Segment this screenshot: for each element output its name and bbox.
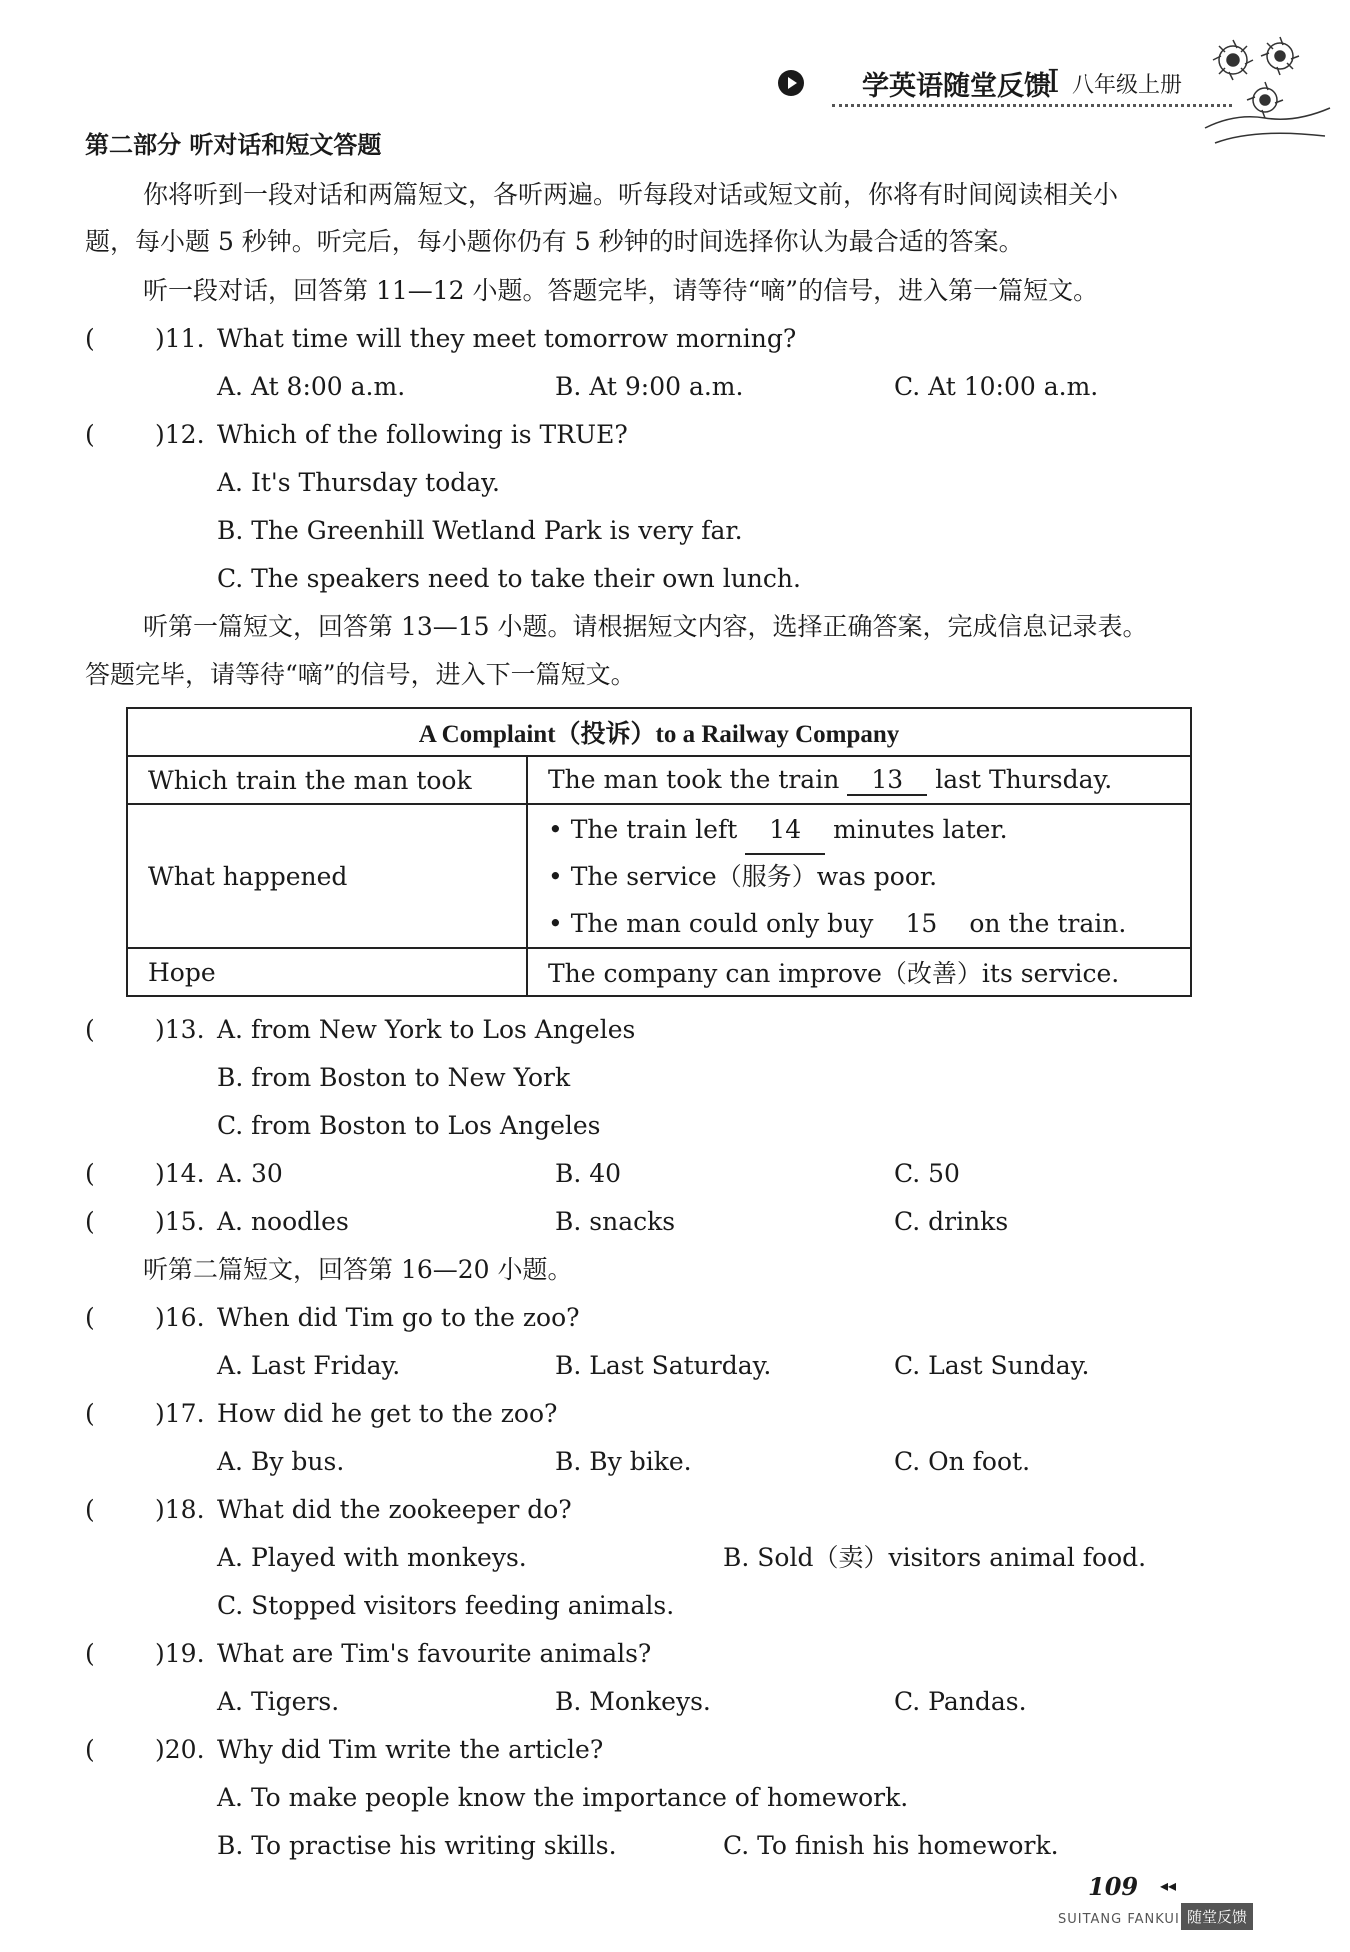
question-number: )19. <box>155 1639 205 1668</box>
bullet-item <box>548 806 1170 853</box>
answer-bracket[interactable]: ( <box>85 1735 95 1764</box>
table-row <box>127 948 1191 996</box>
intro-line-2: 题，每小题 5 秒钟。听完后，每小题你仍有 5 秒钟的时间选择你认为最合适的答案。 <box>85 227 1024 256</box>
passage1-instruction: 听第一篇短文，回答第 13—15 小题。请根据短文内容，选择正确答案，完成信息记录表。 <box>143 612 1148 641</box>
option-c[interactable]: C. 50 <box>894 1159 960 1188</box>
question-text: Why did Tim write the article? <box>217 1735 604 1764</box>
page-number: 109 <box>1088 1872 1139 1901</box>
question-text: When did Tim go to the zoo? <box>217 1303 580 1332</box>
table-text: • The train left <box>548 814 738 844</box>
answer-bracket[interactable]: ( <box>85 1399 95 1428</box>
bullet-item <box>548 853 1170 900</box>
option-b[interactable]: B. To practise his writing skills. <box>217 1831 617 1860</box>
option-a[interactable]: A. Tigers. <box>217 1687 340 1716</box>
table-text: The man took the train <box>548 764 840 794</box>
option-a[interactable]: A. noodles <box>217 1207 349 1236</box>
answer-bracket[interactable]: ( <box>85 1159 95 1188</box>
question-number: )11. <box>155 324 205 353</box>
section-title: 第二部分 听对话和短文答题 <box>85 131 382 159</box>
question-text: What are Tim's favourite animals? <box>217 1639 652 1668</box>
option-a[interactable]: A. It's Thursday today. <box>217 468 500 497</box>
passage2-instruction: 听第二篇短文，回答第 16—20 小题。 <box>143 1255 573 1284</box>
option-c[interactable]: C. At 10:00 a.m. <box>894 372 1099 401</box>
option-b[interactable]: B. At 9:00 a.m. <box>555 372 744 401</box>
table-title: A Complaint（投诉）to a Railway Company <box>127 708 1191 756</box>
question-number: )13. <box>155 1015 205 1044</box>
question-text: Which of the following is TRUE? <box>217 420 628 449</box>
answer-bracket[interactable]: ( <box>85 1015 95 1044</box>
question-number: )16. <box>155 1303 205 1332</box>
option-b[interactable]: B. snacks <box>555 1207 676 1236</box>
passage1-instruction-cont: 答题完毕，请等待“嘀”的信号，进入下一篇短文。 <box>85 660 636 689</box>
table-text: last Thursday. <box>935 764 1113 794</box>
header-separator: I <box>1047 62 1060 100</box>
option-a[interactable]: A. Played with monkeys. <box>217 1543 527 1572</box>
table-text: on the train. <box>969 908 1127 938</box>
header-divider <box>832 104 1232 107</box>
question-text: How did he get to the zoo? <box>217 1399 558 1428</box>
option-c[interactable]: C. Pandas. <box>894 1687 1027 1716</box>
book-title: 学英语随堂反馈 <box>862 71 1051 102</box>
answer-bracket[interactable]: ( <box>85 1207 95 1236</box>
option-c[interactable]: C. Stopped visitors feeding animals. <box>217 1591 675 1620</box>
question-text: What time will they meet tomorrow morning? <box>217 324 797 353</box>
answer-bracket[interactable]: ( <box>85 1639 95 1668</box>
answer-bracket[interactable]: ( <box>85 1303 95 1332</box>
question-number: )17. <box>155 1399 205 1428</box>
table-row <box>127 804 1191 948</box>
info-table <box>126 707 1192 997</box>
option-c[interactable]: C. from Boston to Los Angeles <box>217 1111 601 1140</box>
option-a[interactable]: A. 30 <box>217 1159 283 1188</box>
option-b[interactable]: B. Sold（卖）visitors animal food. <box>723 1543 1147 1572</box>
option-c[interactable]: C. Last Sunday. <box>894 1351 1090 1380</box>
table-cell-value <box>527 804 1191 948</box>
option-c[interactable]: C. To finish his homework. <box>723 1831 1059 1860</box>
question-text: What did the zookeeper do? <box>217 1495 572 1524</box>
question-number: )14. <box>155 1159 205 1188</box>
option-b[interactable]: B. Last Saturday. <box>555 1351 772 1380</box>
option-c[interactable]: C. The speakers need to take their own lunch. <box>217 564 801 593</box>
option-b[interactable]: B. Monkeys. <box>555 1687 711 1716</box>
footer-brand-en: SUITANG FANKUI <box>1058 1912 1180 1927</box>
question-number: )20. <box>155 1735 205 1764</box>
footer-brand-badge: 随堂反馈 <box>1181 1903 1253 1930</box>
option-a[interactable]: A. To make people know the importance of homework. <box>217 1783 909 1812</box>
answer-blank[interactable]: 13 <box>847 765 927 796</box>
dialogue-instruction: 听一段对话，回答第 11—12 小题。答题完毕，请等待“嘀”的信号，进入第一篇短文。 <box>143 276 1099 305</box>
back-arrow-icon: ◂◂ <box>1160 1876 1177 1895</box>
play-icon <box>778 70 804 96</box>
question-number: )15. <box>155 1207 205 1236</box>
table-text: • The service（服务）was poor. <box>548 861 938 891</box>
intro-line-1: 你将听到一段对话和两篇短文，各听两遍。听每段对话或短文前，你将有时间阅读相关小 <box>143 180 1119 209</box>
answer-bracket[interactable]: ( <box>85 1495 95 1524</box>
table-cell-value <box>527 756 1191 804</box>
sunflower-decoration-icon <box>1195 18 1335 148</box>
answer-blank[interactable]: 14 <box>745 806 825 855</box>
option-b[interactable]: B. By bike. <box>555 1447 692 1476</box>
option-c[interactable]: C. On foot. <box>894 1447 1031 1476</box>
table-cell-value: The company can improve（改善）its service. <box>527 948 1191 996</box>
table-cell-label: What happened <box>127 804 527 948</box>
question-number: )18. <box>155 1495 205 1524</box>
answer-bracket[interactable]: ( <box>85 420 95 449</box>
option-a[interactable]: A. By bus. <box>217 1447 345 1476</box>
answer-bracket[interactable]: ( <box>85 324 95 353</box>
option-b[interactable]: B. 40 <box>555 1159 622 1188</box>
table-text: minutes later. <box>833 814 1008 844</box>
option-c[interactable]: C. drinks <box>894 1207 1009 1236</box>
table-cell-label: Hope <box>127 948 527 996</box>
grade-label: 八年级上册 <box>1072 73 1183 98</box>
table-row <box>127 756 1191 804</box>
option-b[interactable]: B. from Boston to New York <box>217 1063 571 1092</box>
table-text: • The man could only buy <box>548 908 874 938</box>
table-cell-label: Which train the man took <box>127 756 527 804</box>
option-a[interactable]: A. At 8:00 a.m. <box>217 372 406 401</box>
option-a[interactable]: A. from New York to Los Angeles <box>217 1015 636 1044</box>
question-number: )12. <box>155 420 205 449</box>
option-b[interactable]: B. The Greenhill Wetland Park is very far. <box>217 516 743 545</box>
bullet-item <box>548 900 1170 947</box>
answer-blank[interactable]: 15 <box>881 900 961 949</box>
option-a[interactable]: A. Last Friday. <box>217 1351 401 1380</box>
